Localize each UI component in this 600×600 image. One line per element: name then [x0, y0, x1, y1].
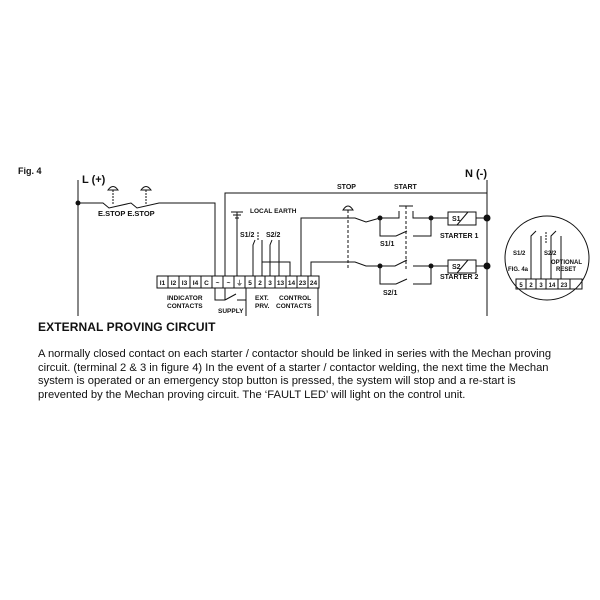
terminal-label: 3: [268, 280, 272, 287]
control-label-2: CONTACTS: [276, 303, 312, 310]
figure-label: Fig. 4: [18, 166, 42, 176]
local-earth-symbol: [231, 212, 243, 276]
inset-fig-label: FIG. 4a: [508, 267, 529, 273]
proving-contact-s2-2: [270, 240, 279, 276]
inset-terminal-label: 3: [539, 283, 543, 289]
start-contact-2: [380, 260, 448, 266]
ext-label: EXT.: [255, 295, 269, 302]
neutral-label: N (-): [465, 168, 487, 180]
inset-reset-label: RESET: [556, 267, 577, 273]
inset-s2-2-label: S2/2: [544, 251, 557, 257]
stop-button: [343, 206, 353, 270]
prv-label: PRV.: [255, 303, 270, 310]
s1-coil-label: S1: [452, 216, 461, 223]
terminal-label: I4: [192, 280, 199, 287]
terminal-label: 24: [309, 280, 318, 287]
section-paragraph: A normally closed contact on each starter / contactor should be linked in series with the Mechan proving circuit. (terminal 2 & 3 in figure 4) In the event of a starter / contactor welding, the next time the Mechan system is operated or an emergency stop button is pressed, the system will stop and a re-start is prevented by the Mechan proving circuit. The ‘FAULT LED’ will light on the control unit.: [38, 348, 552, 401]
stop-contact-2: [340, 262, 380, 266]
terminal-label: 14: [287, 280, 296, 287]
s2-1-label: S2/1: [383, 290, 398, 297]
terminal-label: 2: [258, 280, 262, 287]
terminal-label: I2: [170, 280, 177, 287]
stop-label: STOP: [337, 184, 356, 191]
start-contact: [380, 211, 448, 218]
inset-optional-label: OPTIONAL: [551, 260, 582, 266]
stop-contact: [340, 218, 380, 222]
terminal-label: ~: [226, 280, 231, 287]
supply-label: SUPPLY: [218, 308, 244, 315]
proving-loop: [262, 250, 290, 276]
starter-2-label: STARTER 2: [440, 274, 479, 281]
inset-s1-2-label: S1/2: [513, 251, 526, 257]
inset-terminal-label: 5: [519, 283, 523, 289]
terminal-label: ⏚: [236, 280, 243, 287]
estop-button-1: [108, 187, 118, 206]
starter-1-label: STARTER 1: [440, 233, 479, 240]
section-heading: EXTERNAL PROVING CIRCUIT: [38, 320, 216, 334]
inset-terminal-label: 2: [529, 283, 533, 289]
inset-terminal-label: 14: [548, 283, 556, 289]
live-label: L (+): [82, 174, 106, 186]
terminal-label: 13: [276, 280, 285, 287]
indicator-label-2: CONTACTS: [167, 303, 203, 310]
terminal-label: 23: [298, 280, 307, 287]
terminal-label: ~: [215, 280, 220, 287]
s2-coil-label: S2: [452, 264, 461, 271]
control-wire-top: [301, 218, 340, 276]
inset-terminal-labels: [519, 283, 568, 289]
fig-4a-inset: [505, 216, 589, 300]
control-wire-bottom: [311, 262, 340, 276]
estop-label: E.STOP E.STOP: [98, 209, 155, 218]
control-label-1: CONTROL: [279, 295, 312, 302]
start-label: START: [394, 184, 417, 191]
proving-contact-s1-2: [253, 240, 262, 276]
terminal-labels: [160, 279, 318, 287]
indicator-label-1: INDICATOR: [167, 295, 203, 302]
inset-terminal-label: 23: [560, 283, 568, 289]
terminal-label: C: [204, 280, 209, 287]
s2-2-label: S2/2: [266, 232, 281, 239]
supply-switch: [215, 288, 246, 300]
estop-button-2: [141, 187, 151, 206]
s1-2-label: S1/2: [240, 232, 255, 239]
terminal-label: 5: [248, 280, 252, 287]
terminal-label: I3: [181, 280, 188, 287]
local-earth-label: LOCAL EARTH: [250, 208, 297, 215]
terminal-label: I1: [159, 280, 166, 287]
s1-1-label: S1/1: [380, 241, 395, 248]
